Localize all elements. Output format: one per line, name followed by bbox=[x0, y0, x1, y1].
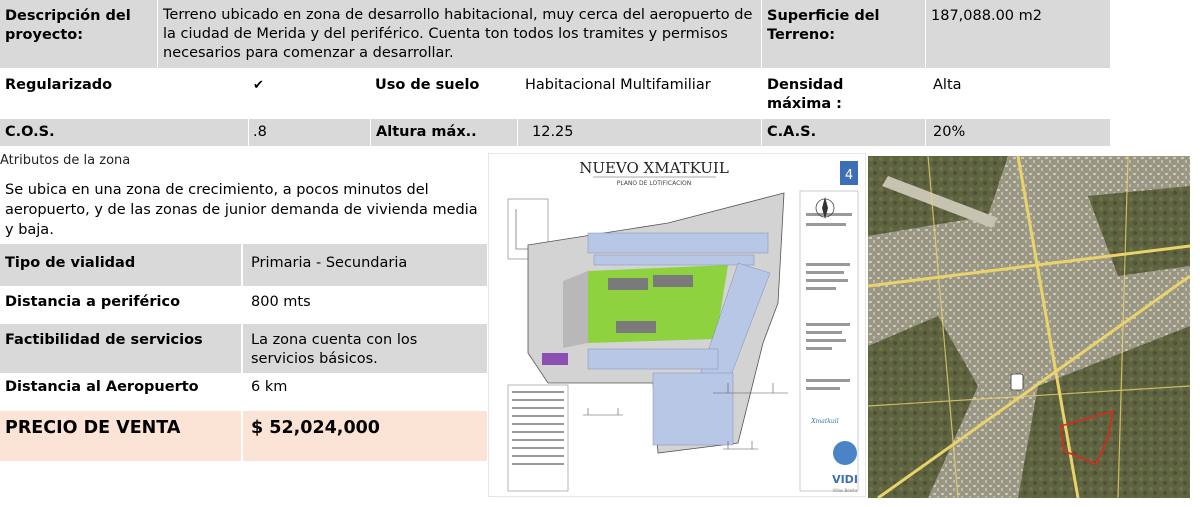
price-row bbox=[0, 411, 487, 461]
servicios-value: La zona cuenta con los servicios básicos. bbox=[251, 332, 418, 367]
plan-image bbox=[488, 153, 866, 497]
cos-value: .8 bbox=[253, 124, 267, 140]
vialidad-label: Tipo de vialidad bbox=[5, 255, 136, 271]
sheet-number: 4 bbox=[844, 168, 854, 183]
cas-value: 20% bbox=[933, 124, 966, 140]
table-row bbox=[0, 244, 487, 286]
row-descripcion bbox=[0, 0, 1110, 68]
zona-title: Atributos de la zona bbox=[0, 153, 131, 168]
table-row bbox=[0, 324, 487, 373]
uso-label: Uso de suelo bbox=[375, 77, 480, 93]
vialidad-value: Primaria - Secundaria bbox=[251, 255, 408, 271]
aeropuerto-value: 6 km bbox=[251, 379, 288, 395]
plan-subtitle: PLANO DE LOTIFICACION bbox=[616, 180, 692, 187]
price-value: $ 52,024,000 bbox=[251, 418, 380, 438]
altura-value: 12.25 bbox=[532, 124, 574, 140]
desc-label: Descripción del proyecto: bbox=[5, 8, 131, 43]
cos-label: C.O.S. bbox=[5, 124, 55, 140]
densidad-value: Alta bbox=[933, 77, 962, 93]
altura-label: Altura máx.. bbox=[376, 124, 477, 140]
superficie-label: Superficie del Terreno: bbox=[767, 8, 880, 43]
aerial-map bbox=[868, 156, 1190, 498]
periferico-value: 800 mts bbox=[251, 294, 311, 310]
superficie-value: 187,088.00 m2 bbox=[931, 8, 1042, 24]
table-row bbox=[0, 373, 487, 411]
price-label: PRECIO DE VENTA bbox=[5, 418, 181, 438]
cas-label: C.A.S. bbox=[767, 124, 817, 140]
table-row bbox=[0, 286, 487, 324]
row-cos bbox=[0, 119, 1110, 146]
plan-title: NUEVO XMATKUIL bbox=[579, 159, 729, 177]
svg-text:Villas Bonita: Villas Bonita bbox=[832, 488, 858, 493]
aeropuerto-label: Distancia al Aeropuerto bbox=[5, 379, 199, 395]
checkmark-icon: ✔ bbox=[253, 78, 264, 93]
zona-description: Se ubica en una zona de crecimiento, a pocos minutos del aeropuerto, y de las zonas de junior demanda de vivienda media y baja. bbox=[5, 182, 478, 238]
periferico-label: Distancia a periférico bbox=[5, 294, 181, 310]
servicios-label: Factibilidad de servicios bbox=[5, 332, 203, 348]
vidi-logo: VIDI bbox=[832, 473, 858, 486]
row-regularizado bbox=[0, 68, 1110, 118]
uso-value: Habitacional Multifamiliar bbox=[525, 77, 711, 93]
desc-text: Terreno ubicado en zona de desarrollo habitacional, muy cerca del aeropuerto de la ciudad de Merida y del periférico. Cuenta ton todos los tramites y permisos necesarios para comenzar a desarrollar. bbox=[163, 7, 753, 61]
regularizado-label: Regularizado bbox=[5, 77, 113, 93]
xmatkuil-brand: Xmatkuil bbox=[811, 418, 839, 425]
densidad-label: Densidad máxima : bbox=[767, 77, 844, 112]
